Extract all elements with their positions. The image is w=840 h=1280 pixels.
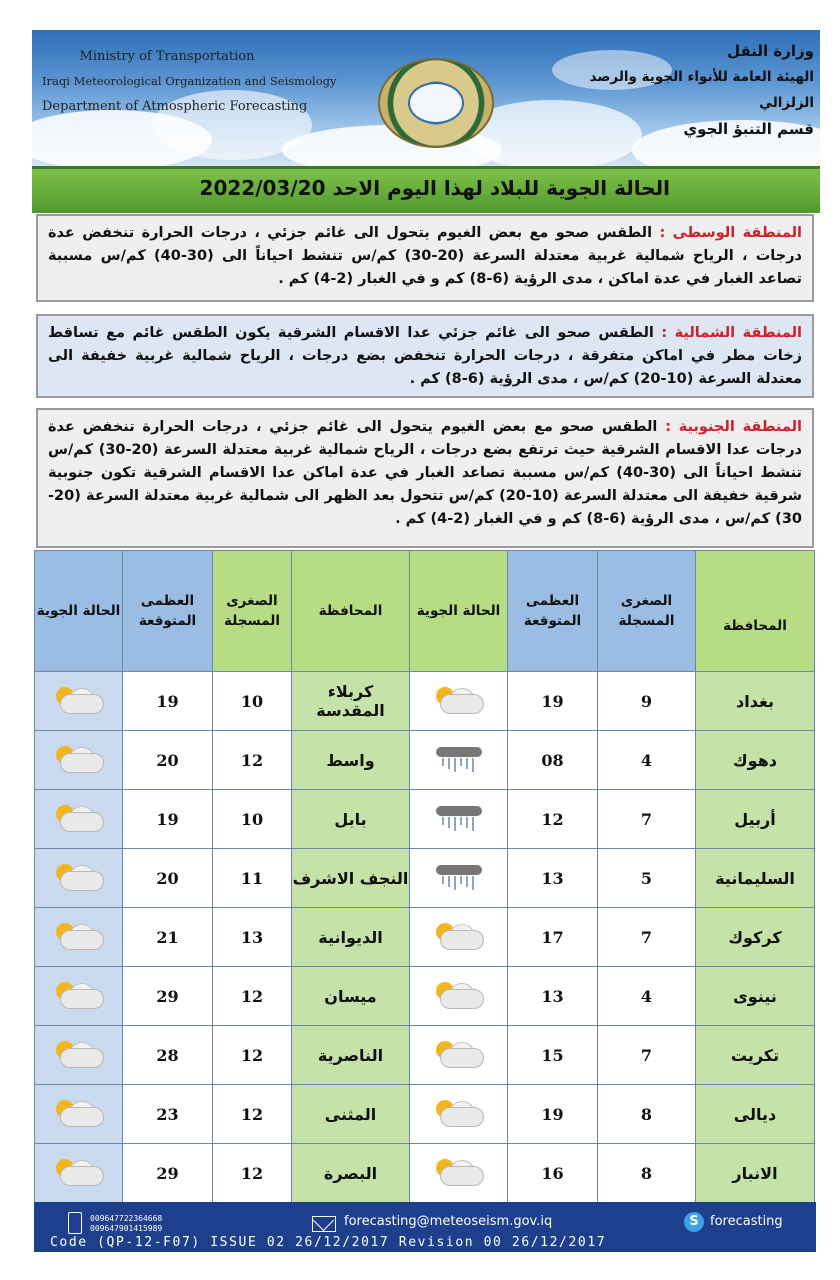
phone-icon <box>68 1212 82 1234</box>
min-temp-cell: 4 <box>598 731 696 790</box>
title-bar <box>32 166 820 213</box>
header-min: الصغرى المسجلة <box>598 551 696 672</box>
header-province: المحافظة <box>696 551 815 672</box>
weather-cell <box>410 790 508 849</box>
min-temp-cell: 8 <box>598 1144 696 1203</box>
partly-cloudy-icon <box>50 802 108 832</box>
rain-cloud-icon <box>430 743 488 773</box>
min-temp-cell: 4 <box>598 967 696 1026</box>
max-temp-cell: 23 <box>123 1085 213 1144</box>
skype-icon: S <box>684 1212 704 1232</box>
min-temp-cell: 7 <box>598 908 696 967</box>
weather-cell <box>410 967 508 1026</box>
max-temp-cell: 19 <box>123 672 213 731</box>
partly-cloudy-icon <box>430 1156 488 1186</box>
header-ar-line: قسم التنبؤ الجوي <box>683 120 814 138</box>
max-temp-cell: 13 <box>508 967 598 1026</box>
header-arabic <box>574 38 814 142</box>
weather-cell <box>35 1026 123 1085</box>
table-row <box>35 1026 815 1085</box>
max-temp-cell: 29 <box>123 1144 213 1203</box>
max-temp-cell: 28 <box>123 1026 213 1085</box>
max-temp-cell: 19 <box>508 1085 598 1144</box>
partly-cloudy-icon <box>50 1038 108 1068</box>
table-row <box>35 1144 815 1203</box>
header-en-line: Ministry of Transportation <box>79 49 255 64</box>
header-province: المحافظة <box>292 551 410 672</box>
document-code: Code (QP-12-F07) ISSUE 02 26/12/2017 Revision 00 26/12/2017 <box>50 1235 607 1250</box>
province-cell: ميسان <box>292 967 410 1026</box>
max-temp-cell: 19 <box>123 790 213 849</box>
table-row <box>35 967 815 1026</box>
min-temp-cell: 7 <box>598 1026 696 1085</box>
weather-cell <box>35 672 123 731</box>
table-row <box>35 672 815 731</box>
header-en-line: Iraqi Meteorological Organization and Seismology <box>42 74 337 88</box>
max-temp-cell: 12 <box>508 790 598 849</box>
table-row <box>35 849 815 908</box>
header-weather: الحالة الجوية <box>35 551 123 672</box>
weather-cell <box>410 908 508 967</box>
province-cell: البصرة <box>292 1144 410 1203</box>
province-cell: بغداد <box>696 672 815 731</box>
rain-cloud-icon <box>430 802 488 832</box>
weather-table <box>34 550 815 1203</box>
partly-cloudy-icon <box>430 979 488 1009</box>
weather-cell <box>35 731 123 790</box>
province-cell: كركوك <box>696 908 815 967</box>
province-cell: النجف الاشرف <box>292 849 410 908</box>
max-temp-cell: 19 <box>508 672 598 731</box>
province-cell: تكريت <box>696 1026 815 1085</box>
weather-cell <box>410 1144 508 1203</box>
partly-cloudy-icon <box>50 979 108 1009</box>
region-title: المنطقة الجنوبية : <box>665 419 802 435</box>
province-cell: الناصرية <box>292 1026 410 1085</box>
header-english <box>42 44 337 119</box>
min-temp-cell: 9 <box>598 672 696 731</box>
header-ar-line: وزارة النقل <box>727 42 814 60</box>
province-cell: واسط <box>292 731 410 790</box>
partly-cloudy-icon <box>50 743 108 773</box>
weather-cell <box>35 967 123 1026</box>
weather-cell <box>410 731 508 790</box>
phone-number: 009647901415989 <box>90 1224 163 1233</box>
weather-cell <box>35 1144 123 1203</box>
region-text: الطقس صحو مع بعض الغيوم يتحول الى غائم جزئي ، درجات الحرارة تنخفض عدة درجات عدا الاقسام الشرقية حيث ترتفع بضع درجات ، الرياح شمالية غربية معتدلة السرعة (20-30) كم/س تنشط احياناً الى (30-40) كم/س مسببة تصاعد الغبار في عدة اماكن عدا الاقسام الشرقية تكون جنوبية شرقية خفيفة الى معتدلة السرعة (10-20) كم/س تتحول بعد الظهر الى شمالية غربية معتدلة السرعة (20-30) كم/س ، مدى الرؤية (6-8) كم و في الغبار (2-4) كم . <box>48 419 803 527</box>
table-row <box>35 731 815 790</box>
phone-numbers <box>90 1214 162 1234</box>
min-temp-cell: 5 <box>598 849 696 908</box>
header-en-line: Department of Atmospheric Forecasting <box>42 99 308 114</box>
min-temp-cell: 12 <box>213 967 292 1026</box>
max-temp-cell: 16 <box>508 1144 598 1203</box>
province-cell: الانبار <box>696 1144 815 1203</box>
partly-cloudy-icon <box>50 684 108 714</box>
province-cell: الديوانية <box>292 908 410 967</box>
partly-cloudy-icon <box>50 861 108 891</box>
email-link[interactable]: forecasting@meteoseism.gov.iq <box>344 1214 553 1229</box>
weather-cell <box>35 849 123 908</box>
min-temp-cell: 10 <box>213 790 292 849</box>
max-temp-cell: 20 <box>123 849 213 908</box>
max-temp-cell: 20 <box>123 731 213 790</box>
phone-number: 009647722364668 <box>90 1214 163 1223</box>
partly-cloudy-icon <box>430 684 488 714</box>
min-temp-cell: 12 <box>213 1085 292 1144</box>
province-cell: دهوك <box>696 731 815 790</box>
organization-logo <box>378 58 494 148</box>
province-cell: أربيل <box>696 790 815 849</box>
partly-cloudy-icon <box>430 1097 488 1127</box>
max-temp-cell: 29 <box>123 967 213 1026</box>
region-south <box>36 408 814 548</box>
province-cell: ديالى <box>696 1085 815 1144</box>
weather-cell <box>410 672 508 731</box>
min-temp-cell: 7 <box>598 790 696 849</box>
header-banner <box>32 30 820 178</box>
min-temp-cell: 11 <box>213 849 292 908</box>
footer <box>34 1202 816 1252</box>
header-max: العظمى المتوقعة <box>123 551 213 672</box>
table-row <box>35 908 815 967</box>
table-row <box>35 1085 815 1144</box>
province-cell: بابل <box>292 790 410 849</box>
max-temp-cell: 08 <box>508 731 598 790</box>
max-temp-cell: 15 <box>508 1026 598 1085</box>
max-temp-cell: 21 <box>123 908 213 967</box>
province-cell: كربلاء المقدسة <box>292 672 410 731</box>
partly-cloudy-icon <box>50 1097 108 1127</box>
province-cell: نينوى <box>696 967 815 1026</box>
min-temp-cell: 13 <box>213 908 292 967</box>
region-title: المنطقة الوسطى : <box>659 225 802 241</box>
weather-cell <box>410 849 508 908</box>
mail-icon <box>312 1216 336 1232</box>
forecast-page <box>28 26 820 1254</box>
partly-cloudy-icon <box>50 920 108 950</box>
region-central <box>36 214 814 302</box>
weather-cell <box>35 790 123 849</box>
weather-cell <box>35 908 123 967</box>
min-temp-cell: 12 <box>213 1026 292 1085</box>
weather-cell <box>410 1026 508 1085</box>
min-temp-cell: 10 <box>213 672 292 731</box>
region-text: الطقس صحو مع بعض الغيوم يتحول الى غائم جزئي ، درجات الحرارة تنخفض عدة درجات ، الرياح شمالية غربية معتدلة السرعة (20-30) كم/س تنشط احياناً الى (30-40) كم/س مسببة تصاعد الغبار في عدة اماكن ، مدى الرؤية (6-8) كم و في الغبار (2-4) كم . <box>48 225 802 287</box>
table-row <box>35 790 815 849</box>
province-cell: السليمانية <box>696 849 815 908</box>
header-weather: الحالة الجوية <box>410 551 508 672</box>
rain-cloud-icon <box>430 861 488 891</box>
province-cell: المثنى <box>292 1085 410 1144</box>
max-temp-cell: 13 <box>508 849 598 908</box>
max-temp-cell: 17 <box>508 908 598 967</box>
region-title: المنطقة الشمالية : <box>661 325 803 341</box>
partly-cloudy-icon <box>430 920 488 950</box>
weather-cell <box>410 1085 508 1144</box>
weather-cell <box>35 1085 123 1144</box>
region-text: الطقس صحو الى غائم جزئي عدا الاقسام الشرقية يكون الطقس غائم مع تساقط زخات مطر في اماكن متفرقة ، درجات الحرارة تنخفض بضع درجات ، الرياح شمالية غربية خفيفة الى معتدلة السرعة (10-20) كم/س ، مدى الرؤية (6-8) كم . <box>48 325 802 387</box>
region-north <box>36 314 814 398</box>
partly-cloudy-icon <box>50 1156 108 1186</box>
header-ar-line: الهيئة العامة للأنواء الجوية والرصد الزلزالي <box>589 69 814 111</box>
min-temp-cell: 12 <box>213 1144 292 1203</box>
partly-cloudy-icon <box>430 1038 488 1068</box>
page-title: الحالة الجوية للبلاد لهذا اليوم الاحد 2022/03/20 <box>199 176 670 200</box>
header-min: الصغرى المسجلة <box>213 551 292 672</box>
skype-id[interactable]: forecasting <box>710 1214 783 1229</box>
min-temp-cell: 12 <box>213 731 292 790</box>
min-temp-cell: 8 <box>598 1085 696 1144</box>
header-max: العظمى المتوقعة <box>508 551 598 672</box>
